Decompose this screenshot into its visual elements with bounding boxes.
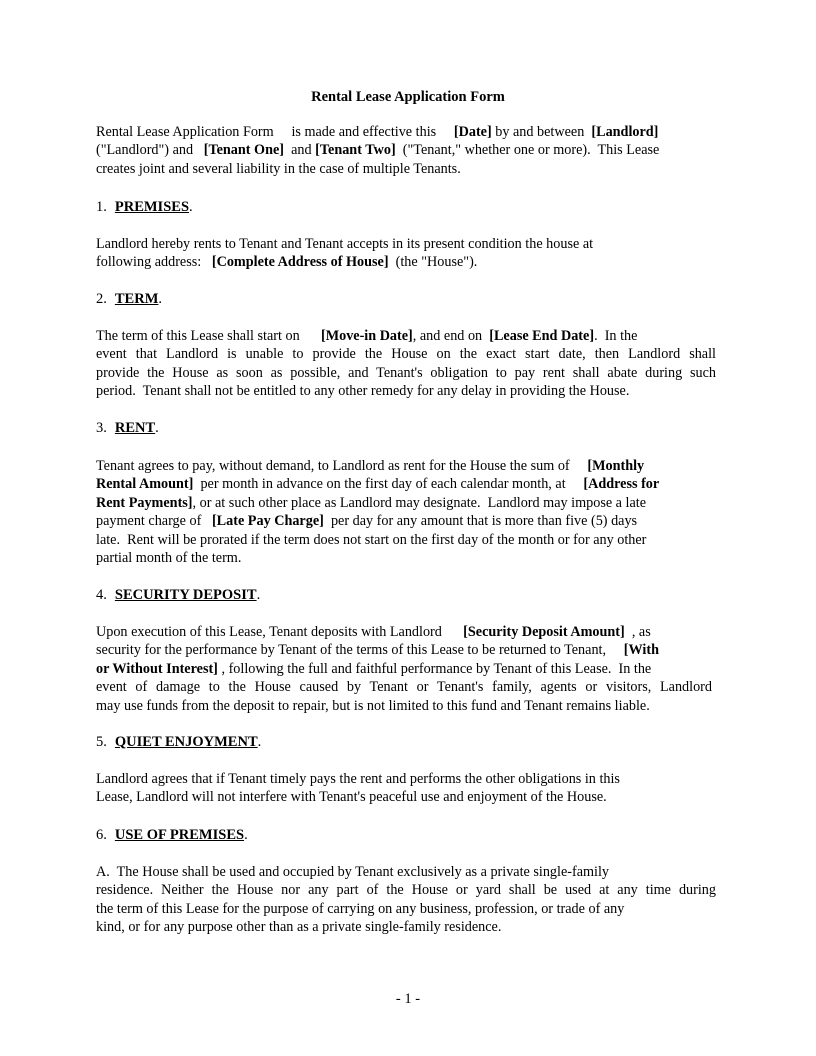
intro-line-2: ("Landlord") and [Tenant One] and [Tenant Two] ("Tenant," whether one or more). This Lease: [96, 142, 660, 159]
premises-paragraph: Landlord hereby rents to Tenant and Tenant accepts in its present condition the house at following address: [Complete Address of House] (the "House").: [96, 236, 594, 271]
rent-payment-address-field: Rent Payments]: [96, 494, 193, 511]
intro-line-1: Rental Lease Application Form is made and effective this [Date] by and between [Landlord]: [96, 124, 659, 140]
section-heading-quiet-enjoyment: 5. QUIET ENJOYMENT.: [96, 734, 262, 750]
use-paragraph: A. The House shall be used and occupied by Tenant exclusively as a private single-family residence. Neither the House nor any part of the House or yard shall be used at any time during the term of this Lease for the purpose of carrying on any business, profession, or trade of any kind, or for any purpose other than as a private single-family residence.: [96, 864, 716, 936]
address-field: [Complete Address of House]: [211, 254, 389, 271]
tenant-one-field: [Tenant One]: [203, 142, 284, 159]
section-heading-term: 2. TERM.: [96, 291, 162, 307]
security-deposit-field: [Security Deposit Amount]: [463, 624, 625, 640]
deposit-paragraph: Upon execution of this Lease, Tenant deposits with Landlord [Security Deposit Amount] , as security for the performance by Tenant of the terms of this Lease to be returned to Tenant, [With or Without Interest] , following the full and faithful performance by Tenant of this Lease. In the event of damage to the House caused by Tenant or Tenant's family, agents or visitors, Landlord may use funds from the deposit to repair, but is not limited to this fund and Tenant remains liable.: [96, 624, 712, 714]
quiet-paragraph: Landlord agrees that if Tenant timely pays the rent and performs the other obligations in this Lease, Landlord will not interfere with Tenant's peaceful use and enjoyment of the House.: [96, 771, 620, 806]
section-heading-rent: 3. RENT.: [96, 420, 159, 436]
document-title: Rental Lease Application Form: [311, 89, 505, 105]
monthly-rent-field: Rental Amount]: [96, 476, 194, 493]
intro-line-3: creates joint and several liability in the case of multiple Tenants.: [96, 160, 461, 177]
interest-field: or Without Interest]: [96, 660, 218, 677]
late-pay-charge-field: [Late Pay Charge]: [211, 513, 324, 530]
lease-end-date-field: [Lease End Date]: [489, 328, 595, 344]
rent-paragraph: Tenant agrees to pay, without demand, to Landlord as rent for the House the sum of [Monthly Rental Amount] per month in advance on the first day of each calendar month, at [Address for Rent Payments], or at such other place as Landlord may designate. Landlord may impose a late payment charge of [Late Pay Charge] per day for any amount that is more than five (5) days late. Rent will be prorated if the term does not start on the first day of the month or for any other partial month of the term.: [96, 458, 660, 566]
move-in-date-field: [Move-in Date]: [320, 328, 413, 344]
section-heading-premises: 1. PREMISES.: [96, 199, 193, 215]
section-heading-security-deposit: 4. SECURITY DEPOSIT.: [96, 587, 261, 603]
page-number: - 1 -: [395, 991, 421, 1007]
date-field: [Date]: [453, 124, 492, 140]
term-paragraph: The term of this Lease shall start on [Move-in Date], and end on [Lease End Date]. In the event that Landlord is unable to provide the House on the exact start date, then Landlord shall provide the House as soon as possible, and Tenant's obligation to pay rent shall abate during such period. Tenant shall not be entitled to any other remedy for any delay in providing the House.: [96, 328, 716, 400]
tenant-two-field: [Tenant Two]: [315, 142, 396, 159]
intro-paragraph: [96, 123, 716, 178]
landlord-field: [Landlord]: [591, 124, 659, 140]
section-heading-use-of-premises: 6. USE OF PREMISES.: [96, 827, 248, 843]
